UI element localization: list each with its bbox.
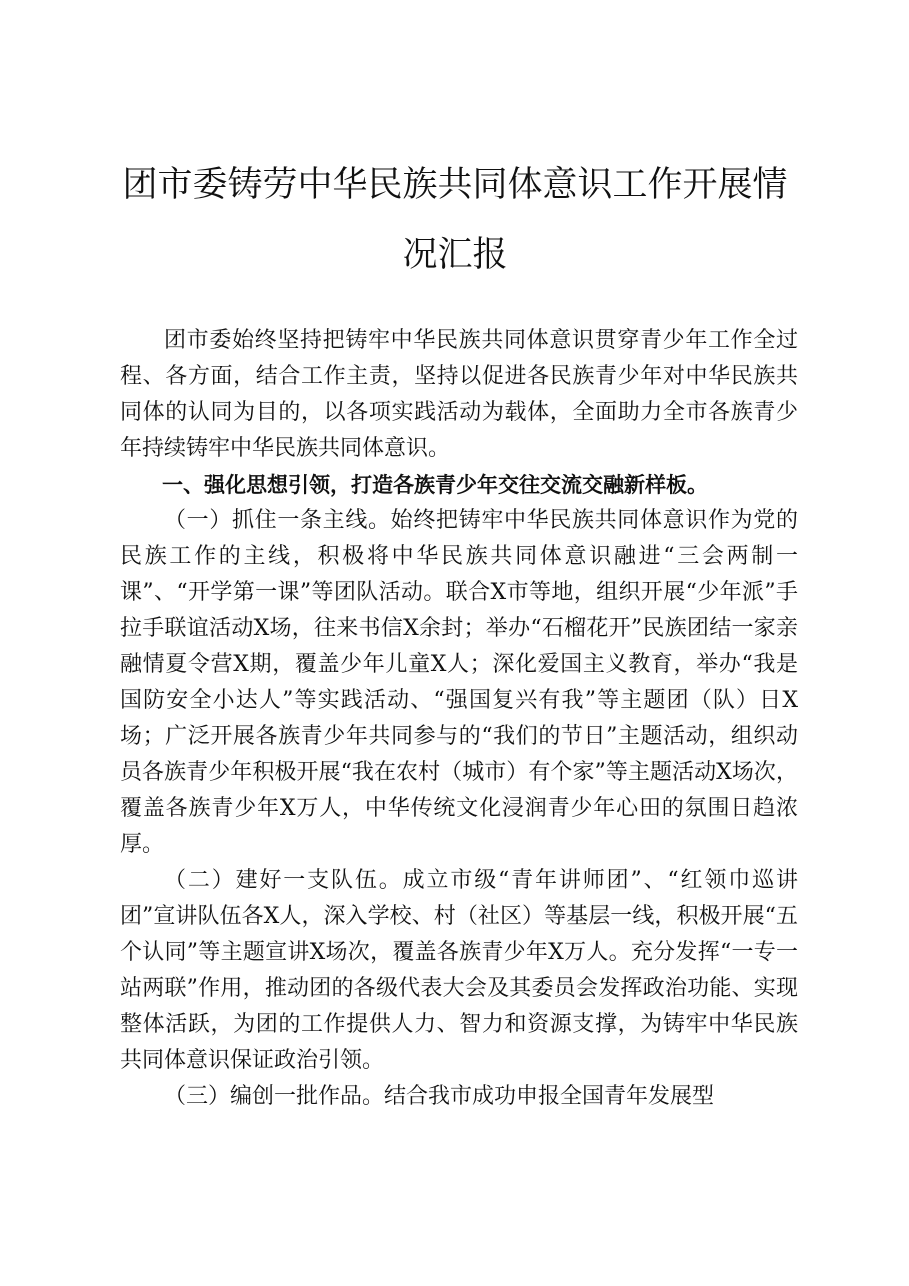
paragraph-text: 始终把铸牢中华民族共同体意识作为党的民族工作的主线，积极将中华民族共同体意识融进“三会两制一课”、“开学第一课”等团队活动。联合X市等地，组织开展“少年派”手拉手联谊活动X场，往来书信X余封；举办“石榴花开”民族团结一家亲融情夏令营X期，覆盖少年儿童X人；深化爱国主义教育，举办“我是国防安全小达人”等实践活动、“强国复兴有我”等主题团（队）日X场；广泛开展各族青少年共同参与的“我们的节日”主题活动，组织动员各族青少年积极开展“我在农村（城市）有个家”等主题活动X场次，覆盖各族青少年X万人，中华传统文化浸润青少年心田的氛围日趋浓厚。 <box>120 508 798 857</box>
paragraph-subsection-3 <box>120 1079 798 1115</box>
paragraph-text: 团市委始终坚持把铸牢中华民族共同体意识贯穿青少年工作全过程、各方面，结合工作主责，坚持以促进各民族青少年对中华民族共同体的认同为目的，以各项实践活动为载体，全面助力全市各族青少年持续铸牢中华民族共同体意识。 <box>120 328 798 461</box>
paragraph-intro <box>120 323 798 467</box>
paragraph-subsection-2 <box>120 863 798 1079</box>
subsection-heading: （三）编创一批作品。 <box>164 1084 385 1109</box>
heading-text: 一、强化思想引领，打造各族青少年交往交流交融新样板。 <box>162 473 708 497</box>
paragraph-subsection-1 <box>120 503 798 863</box>
document-body <box>120 323 798 1115</box>
paragraph-text: 成立市级“青年讲师团”、“红领巾巡讲团”宣讲队伍各X人，深入学校、村（社区）等基层一线，积极开展“五个认同”等主题宣讲X场次，覆盖各族青少年X万人。充分发挥“一专一站两联”作用，推动团的各级代表大会及其委员会发挥政治功能、实现整体活跃，为团的工作提供人力、智力和资源支撑，为铸牢中华民族共同体意识保证政治引领。 <box>120 868 798 1073</box>
subsection-heading: （二）建好一支队伍。 <box>164 868 403 893</box>
document-title: 团市委铸劳中华民族共同体意识工作开展情况汇报 <box>122 165 788 275</box>
subsection-heading: （一）抓住一条主线。 <box>164 508 391 533</box>
section-heading-1 <box>120 467 798 503</box>
paragraph-text: 结合我市成功申报全国青年发展型 <box>384 1084 715 1109</box>
